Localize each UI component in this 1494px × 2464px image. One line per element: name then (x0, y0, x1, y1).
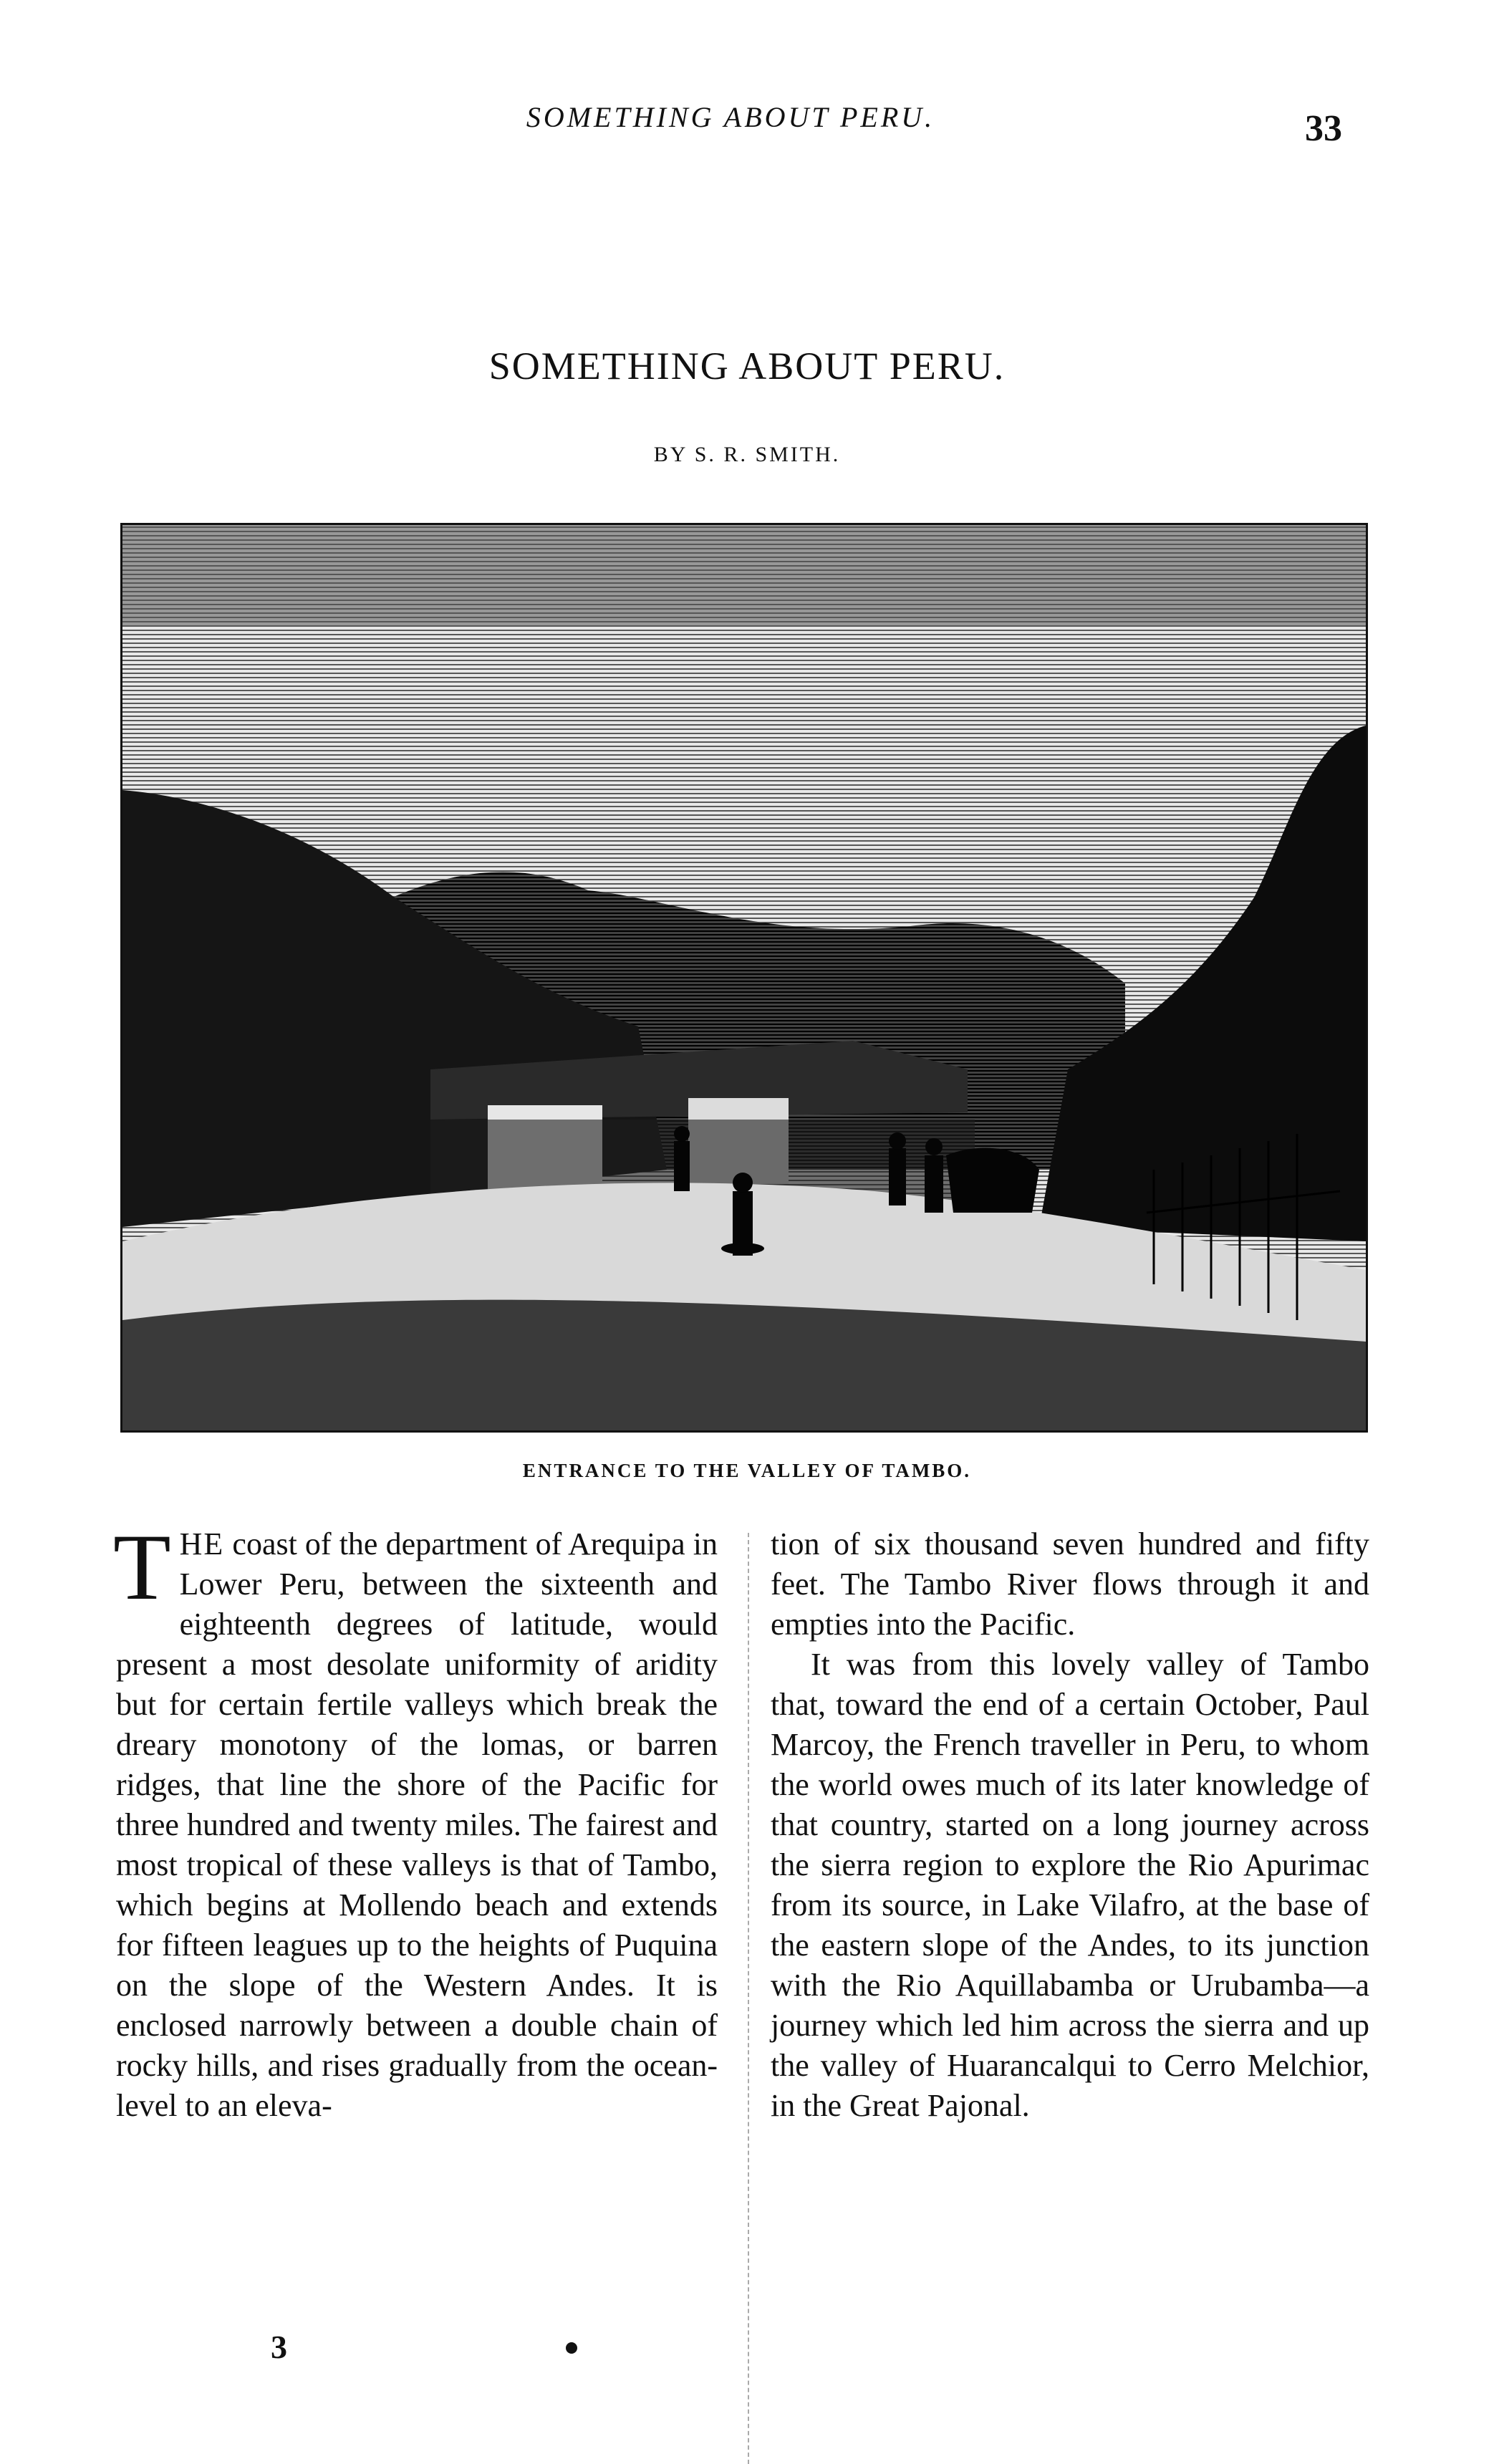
left-column (113, 1514, 718, 2126)
drop-cap: T (113, 1514, 171, 1620)
left-column-text: coast of the department of Arequipa in Lower Peru, between the sixteenth and eighteenth degrees of latitude, would present a most desolate uniformity of aridity but for certain fertile valleys which break the dreary monotony of the lomas, or barren ridges, that line the shore of the Pacific for three hundred and twenty miles. The fairest and most tropical of these valleys is that of Tambo, which begins at Mollendo beach and extends for fifteen leagues up to the heights of Puquina on the slope of the Western Andes. It is enclosed narrowly between a double chain of rocky hills, and rises gradually from the ocean-level to an eleva- (116, 1526, 718, 2123)
valley-engraving (122, 525, 1366, 1430)
right-paragraph-1: tion of six thousand seven hundred and fifty feet. The Tambo River flows through it and empties into the Pacific. (771, 1526, 1369, 1642)
signature-dot (566, 2342, 577, 2354)
article-title: SOMETHING ABOUT PERU. (488, 345, 1006, 388)
page-number: 33 (1305, 108, 1342, 149)
column-divider (748, 1533, 749, 2464)
byline: BY S. R. SMITH. (653, 443, 841, 466)
right-column (771, 1524, 1369, 2126)
left-paragraph (113, 1514, 718, 2126)
running-head: SOMETHING ABOUT PERU. (526, 101, 935, 133)
engraving-illustration (120, 523, 1368, 1433)
signature-mark: 3 (271, 2329, 287, 2365)
illustration-caption: ENTRANCE TO THE VALLEY OF TAMBO. (522, 1460, 972, 1481)
lead-word: HE (179, 1526, 225, 1561)
right-paragraph-2: It was from this lovely valley of Tambo that, toward the end of a certain October, Paul Marcoy, the French traveller in Peru, to whom the world owes much of its later knowledge of that country, started on a long journey across the sierra region to explore the Rio Apurimac from its source, in Lake Vilafro, at the base of the eastern slope of the Andes, to its junction with the Rio Aquillabamba or Urubamba—a journey which led him across the sierra and up the valley of Huarancalqui to Cerro Melchior, in the Great Pajonal. (771, 1647, 1369, 2123)
